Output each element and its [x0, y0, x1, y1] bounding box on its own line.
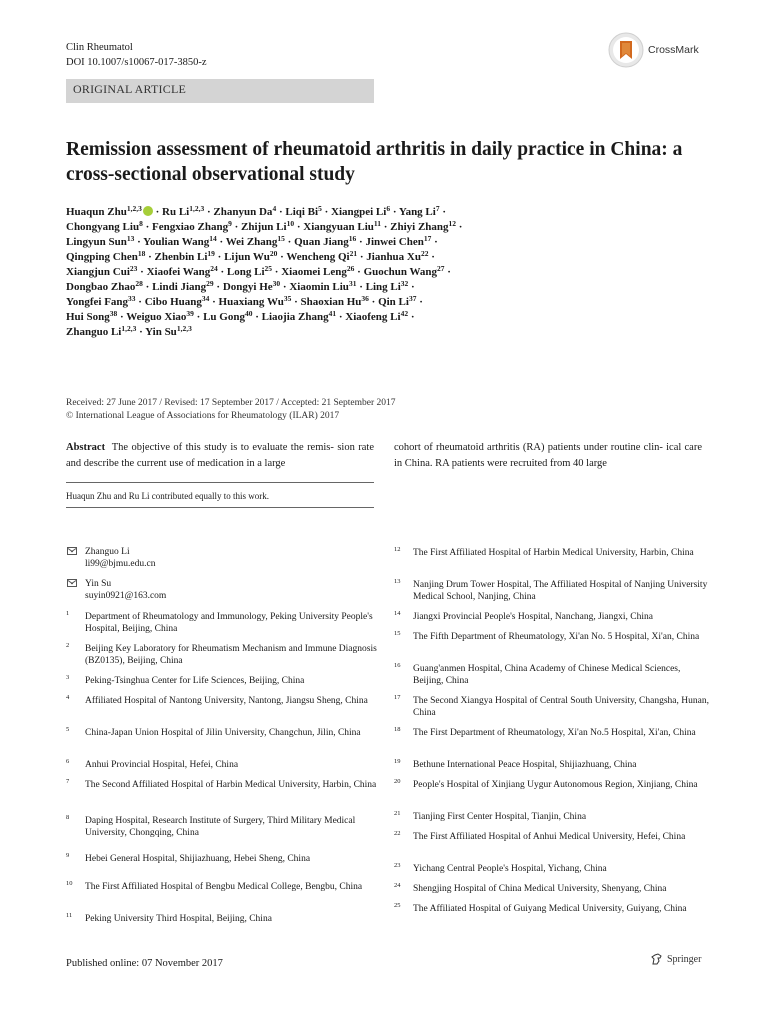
author-affiliation-ref: 42 [400, 309, 409, 318]
correspondence-name: Zhanguo Li [85, 547, 130, 557]
author-affiliation-ref: 11 [373, 219, 381, 228]
correspondence-email[interactable]: suyin0921@163.com [85, 591, 167, 601]
author-line: Xiangjun Cui$^{23}$ · Xiaofei Wang$^{24}$ · Long $Li^{25}$ · Xiaomei Leng$^{26}$ · Guochun Wang$^{27}$ · [66, 264, 451, 278]
author-line: Qingping Chen$^{18}$ · Zhenbin $Li^{19}$ · Lijun $Wu^{20}$ · Wencheng $Qi^{21}$ · Jianhua $Xu^{22}$ · [66, 249, 435, 263]
author-name[interactable]: Jianhua Xu [366, 251, 421, 263]
author-name[interactable]: Fengxiao Zhang [151, 221, 229, 233]
affiliation-number: 1 [66, 610, 70, 617]
author-affiliation-ref: 25 [264, 264, 273, 273]
author-affiliation-ref: 19 [207, 249, 215, 258]
affiliation-number: 3 [66, 674, 70, 681]
author-affiliation-ref: 1,2,3 [126, 204, 142, 213]
author-affiliation-ref: 20 [269, 249, 278, 258]
author-affiliation-ref: 35 [283, 294, 292, 303]
author-affiliation-ref: 27 [437, 264, 445, 273]
affiliation-text: The First Affiliated Hospital of Anhui Medical University, Hefei, China [413, 832, 686, 842]
abstract-right-column [394, 440, 702, 472]
affiliation-text: Hebei General Hospital, Shijiazhuang, Hebei Sheng, China [85, 854, 311, 864]
journal-name: Clin Rheumatol [66, 42, 133, 53]
affiliation-text: Daping Hospital, Research Institute of Surgery, Third Military Medical University, Chongqing, China [85, 816, 356, 838]
affiliation-text: Peking University Third Hospital, Beijing, China [85, 914, 272, 924]
author-name[interactable]: Youlian Wang [143, 236, 210, 248]
affiliation-text: China-Japan Union Hospital of Jilin University, Changchun, Jilin, China [85, 728, 361, 738]
affiliation-text: Beijing Key Laboratory for Rheumatism Mechanism and Immune Diagnosis (BZ0135), Beijing, China [85, 644, 377, 666]
author-affiliation-ref: 1,2,3 [121, 324, 137, 333]
author-name[interactable]: Zhijun Li [241, 221, 287, 233]
author-affiliation-ref: 26 [346, 264, 355, 273]
author-affiliation-ref: 32 [400, 279, 409, 288]
author-affiliation-ref: 7 [435, 204, 440, 213]
author-affiliation-ref: 38 [109, 309, 118, 318]
author-name[interactable]: Xiangpei Li [331, 206, 387, 218]
abstract-text-4: ical care in China. RA patients were recruited from 40 large [394, 442, 702, 469]
author-name[interactable]: Ling Li [365, 281, 401, 293]
author-affiliation-ref: 39 [186, 309, 194, 318]
doi[interactable]: DOI 10.1007/s10067-017-3850-z [66, 57, 207, 68]
envelope-icon [67, 579, 77, 587]
author-affiliation-ref: 34 [201, 294, 210, 303]
author-line: Chongyang Liu$^8$ · Fengxiao Zhang$^9$ · Zhijun $Li^{10}$ · Xiangyuan Liu$^{11}$ · Zhiyi Zhang$^{12}$ · [66, 219, 463, 233]
author-affiliation-ref: 15 [277, 234, 285, 243]
affiliation-number: 4 [66, 694, 70, 701]
affiliation-number: 25 [394, 902, 401, 909]
affiliation-text: Jiangxi Provincial People's Hospital, Nanchang, Jiangxi, China [413, 612, 653, 622]
author-name[interactable]: Qin Li [378, 296, 409, 308]
author-line: Huaqun Zhu$^{1,2,3}$ · Ru Li$^{1,2,3}$ · Zhanyun $Da^4$ · Liqi $Bi^5$ · Xiangpei $Li^6$ · Yang $Li^7$ · [66, 204, 447, 218]
affiliation-text: Shengjing Hospital of China Medical University, Shenyang, China [413, 884, 667, 894]
author-affiliation-ref: 40 [244, 309, 253, 318]
author-name[interactable]: Lingyun Sun [66, 236, 127, 248]
author-affiliation-ref: 41 [328, 309, 337, 318]
author-affiliation-ref: 31 [348, 279, 357, 288]
affiliation-number: 15 [394, 630, 401, 637]
crossmark-icon [608, 32, 644, 68]
author-name[interactable]: Liaojia Zhang [261, 311, 329, 323]
article-title: Remission assessment of rheumatoid arthritis in daily practice in China: a cross-sectional observational study [66, 139, 683, 185]
affiliation-number: 21 [394, 810, 401, 817]
author-affiliation-ref: 17 [423, 234, 432, 243]
published-date: Published online: 07 November 2017 [66, 958, 223, 969]
author-line: Zhanguo Li$^{1,2,3}$ · Yin Su$^{1,2,3}$ [66, 324, 192, 338]
author-name[interactable]: Xiangjun Cui [66, 266, 130, 278]
author-name[interactable]: Huaxiang Wu [218, 296, 284, 308]
affiliation-text: The Second Xiangya Hospital of Central South University, Changsha, Hunan, China [413, 696, 709, 718]
article-type-banner: ORIGINAL ARTICLE [66, 79, 374, 103]
author-affiliation-ref: 21 [349, 249, 358, 258]
publisher-logo [650, 952, 701, 966]
author-name[interactable]: Wencheng Qi [286, 251, 350, 263]
author-name[interactable]: Wei Zhang [225, 236, 278, 248]
author-line: Dongbao Zhao$^{28}$ · Lindi Jiang$^{29}$ · Dongyi $He^{30}$ · Xiaomin Liu$^{31}$ · Ling $Li^{32}$ · [66, 279, 415, 293]
abstract-text-3: cohort of rheumatoid arthritis (RA) patients under routine clin- [394, 442, 663, 453]
author-name[interactable]: Lindi Jiang [152, 281, 207, 293]
author-affiliation-ref: 30 [272, 279, 281, 288]
author-name[interactable]: Ru Li [162, 206, 190, 218]
author-name[interactable]: Zhenbin Li [154, 251, 208, 263]
author-name[interactable]: Yongfei Fang [66, 296, 129, 308]
author-name[interactable]: Chongyang Liu [66, 221, 140, 233]
author-affiliation-ref: 28 [135, 279, 143, 288]
envelope-icon [67, 547, 77, 555]
author-name[interactable]: Jinwei Chen [365, 236, 424, 248]
affiliation-number: 20 [394, 778, 401, 785]
author-name[interactable]: Long Li [226, 266, 265, 278]
affiliation-number: 16 [394, 662, 401, 669]
author-name[interactable]: Xiaomin Liu [289, 281, 349, 293]
affiliation-text: Department of Rheumatology and Immunology, Peking University People's Hospital, Beijing, China [85, 612, 373, 634]
affiliation-text: Guang'anmen Hospital, China Academy of Chinese Medical Sciences, Beijing, China [413, 664, 681, 686]
affiliation-text: Nanjing Drum Tower Hospital, The Affiliated Hospital of Nanjing University Medical School, Nanjing, China [413, 580, 708, 602]
affiliation-text: Tianjing First Center Hospital, Tianjin, China [413, 812, 587, 822]
author-name[interactable]: Dongyi He [222, 281, 273, 293]
author-name[interactable]: Xiaomei Leng [281, 266, 347, 278]
affiliation-text: Anhui Provincial Hospital, Hefei, China [85, 760, 239, 770]
affiliation-number: 11 [66, 912, 73, 919]
affiliation-number: 9 [66, 852, 70, 859]
affiliation-number: 8 [66, 814, 70, 821]
author-name[interactable]: Zhanguo Li [66, 326, 122, 338]
affiliation-number: 5 [66, 726, 70, 733]
affiliation-text: The First Affiliated Hospital of Bengbu Medical College, Bengbu, China [85, 882, 363, 892]
author-name[interactable]: Lijun Wu [224, 251, 270, 263]
affiliation-text: The First Affiliated Hospital of Harbin Medical University, Harbin, China [413, 548, 694, 558]
author-name[interactable]: Quan Jiang [294, 236, 349, 248]
contribution-note: Huaqun Zhu and Ru Li contributed equally to this work. [66, 491, 269, 501]
author-affiliation-ref: 23 [129, 264, 138, 273]
affiliation-text: The Affiliated Hospital of Guiyang Medical University, Guiyang, China [413, 904, 687, 914]
affiliation-number: 23 [394, 862, 401, 869]
author-name[interactable]: Zhiyi Zhang [390, 221, 449, 233]
author-affiliation-ref: 4 [272, 204, 277, 213]
orcid-icon[interactable] [143, 206, 153, 216]
author-name[interactable]: Cibo Huang [144, 296, 202, 308]
author-name[interactable]: Lu Gong [203, 311, 245, 323]
author-name[interactable]: Dongbao Zhao [66, 281, 136, 293]
author-name[interactable]: Shaoxian Hu [300, 296, 362, 308]
affiliation-number: 6 [66, 758, 70, 765]
author-affiliation-ref: 18 [137, 249, 146, 258]
author-name[interactable]: Liqi Bi [285, 206, 319, 218]
affiliation-number: 22 [394, 830, 401, 837]
crossmark-label: CrossMark [648, 44, 699, 56]
author-name[interactable]: Xiaofeng Li [345, 311, 401, 323]
author-affiliation-ref: 10 [286, 219, 295, 228]
author-name[interactable]: Xiangyuan Liu [303, 221, 374, 233]
affiliation-number: 24 [394, 882, 401, 889]
author-affiliation-ref: 9 [228, 219, 232, 228]
author-name[interactable]: Zhanyun Da [213, 206, 273, 218]
affiliation-number: 2 [66, 642, 70, 649]
affiliation-text: The Fifth Department of Rheumatology, Xi'an No. 5 Hospital, Xi'an, China [413, 632, 700, 642]
author-name[interactable]: Yang Li [398, 206, 436, 218]
affiliation-number: 13 [394, 578, 401, 585]
author-name[interactable]: Weiguo Xiao [126, 311, 187, 323]
affiliation-number: 19 [394, 758, 401, 765]
author-name[interactable]: Hui Song [66, 311, 110, 323]
affiliation-number: 7 [66, 778, 70, 785]
author-affiliation-ref: 16 [348, 234, 357, 243]
author-affiliation-ref: 1,2,3 [176, 324, 192, 333]
affiliation-number: 17 [394, 694, 401, 701]
abstract-text-1: The objective of this study is to evaluate the remis- [111, 442, 334, 453]
affiliation-text: Yichang Central People's Hospital, Yichang, China [413, 864, 607, 874]
author-affiliation-ref: 22 [421, 249, 429, 258]
author-affiliation-ref: 24 [210, 264, 218, 273]
author-affiliation-ref: 12 [448, 219, 457, 228]
author-affiliation-ref: 14 [209, 234, 217, 243]
author-line: Lingyun Sun$^{13}$ · Youlian Wang$^{14}$ · Wei Zhang$^{15}$ · Quan Jiang$^{16}$ · Jinwei Chen$^{17}$ · [66, 234, 438, 248]
author-affiliation-ref: 33 [128, 294, 136, 303]
abstract-label: Abstract [66, 442, 106, 453]
divider [66, 482, 374, 483]
affiliation-number: 14 [394, 610, 401, 617]
affiliation-number: 18 [394, 726, 401, 733]
affiliation-text: Peking-Tsinghua Center for Life Sciences, Beijing, China [85, 676, 305, 686]
author-affiliation-ref: 13 [126, 234, 135, 243]
correspondence-name: Yin Su [85, 579, 112, 589]
author-name[interactable]: Xiaofei Wang [146, 266, 211, 278]
author-affiliation-ref: 29 [206, 279, 214, 288]
journal-header [66, 40, 207, 70]
author-affiliation-ref: 36 [361, 294, 369, 303]
received-dates: Received: 27 June 2017 / Revised: 17 September 2017 / Accepted: 21 September 2017 [66, 398, 396, 408]
publisher-name: Springer [667, 953, 702, 965]
author-affiliation-ref: 1,2,3 [189, 204, 205, 213]
abstract-text-2: sion rate and describe the current use of medication in a large [66, 442, 374, 469]
springer-horse-icon [650, 952, 664, 966]
affiliation-text: The Second Affiliated Hospital of Harbin Medical University, Harbin, China [85, 780, 377, 790]
abstract-left-column [66, 440, 374, 472]
affiliation-text: The First Department of Rheumatology, Xi'an No.5 Hospital, Xi'an, China [413, 728, 696, 738]
author-list [66, 205, 716, 340]
affiliation-text: Bethune International Peace Hospital, Shijiazhuang, China [413, 760, 637, 770]
author-affiliation-ref: 8 [139, 219, 143, 228]
author-name[interactable]: Huaqun Zhu [66, 206, 127, 218]
affiliation-text: People's Hospital of Xinjiang Uygur Autonomous Region, Xinjiang, China [413, 780, 698, 790]
affiliation-number: 10 [66, 880, 73, 887]
author-line: Hui Song$^{38}$ · Weiguo Xiao$^{39}$ · Lu Gong$^{40}$ · Liaojia Zhang$^{41}$ · Xiaofeng $Li^{42}$ · [66, 309, 415, 323]
author-affiliation-ref: 5 [318, 204, 322, 213]
article-dates [66, 397, 396, 422]
author-line: Yongfei Fang$^{33}$ · Cibo Huang$^{34}$ · Huaxiang $Wu^{35}$ · Shaoxian $Hu^{36}$ · Qin $Li^{37}$ · [66, 294, 423, 308]
crossmark-badge[interactable] [608, 32, 699, 68]
author-affiliation-ref: 37 [408, 294, 417, 303]
affiliation-text: Affiliated Hospital of Nantong University, Nantong, Jiangsu Sheng, China [85, 696, 368, 706]
author-name[interactable]: Yin Su [145, 326, 177, 338]
correspondence-email[interactable]: li99@bjmu.edu.cn [85, 559, 156, 569]
affiliation-number: 12 [394, 546, 401, 553]
copyright-line: © International League of Associations for Rheumatology (ILAR) 2017 [66, 410, 340, 421]
author-name[interactable]: Guochun Wang [363, 266, 438, 278]
author-affiliation-ref: 6 [386, 204, 391, 213]
divider [66, 507, 374, 508]
author-name[interactable]: Qingping Chen [66, 251, 138, 263]
